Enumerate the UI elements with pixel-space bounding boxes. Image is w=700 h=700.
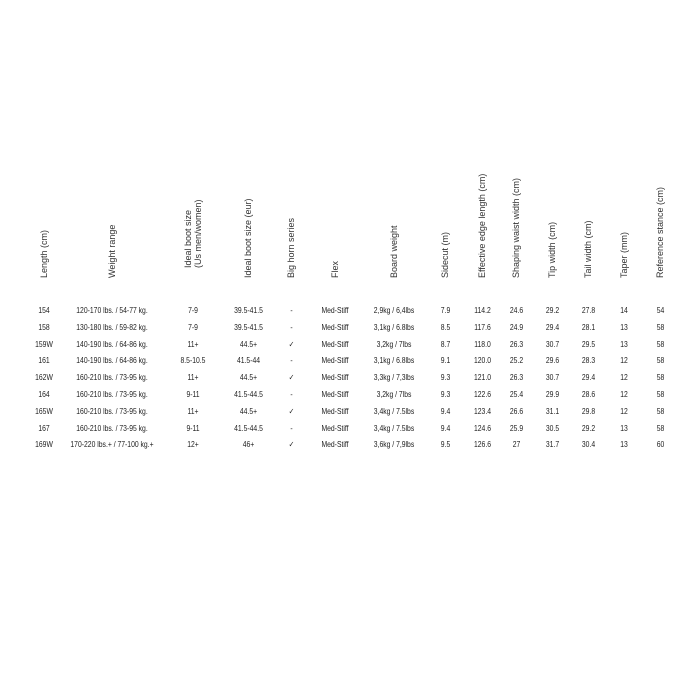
header-label: Taper (mm) — [619, 231, 629, 278]
tail-width-cell: 28.6 — [581, 389, 595, 399]
boot-size-us-cell: 11+ — [187, 373, 199, 383]
boot-size-us-cell: 9-11 — [186, 423, 200, 433]
boot-size-eur-cell: 44.5+ — [239, 373, 257, 383]
tail-width-cell: 27.8 — [581, 306, 595, 315]
flex-cell: Med-Stiff — [321, 356, 349, 366]
tail-width-cell: 29.4 — [581, 373, 595, 383]
table-body — [30, 303, 670, 454]
waist-width-cell: 25.4 — [509, 389, 523, 399]
effective-edge-cell: 118.0 — [473, 339, 491, 349]
waist-width-cell: 26.3 — [509, 339, 523, 349]
big-horn-cell: - — [289, 322, 293, 332]
weight-range-cell: 160-210 lbs. / 73-95 kg. — [76, 389, 148, 399]
big-horn-cell: - — [289, 356, 293, 366]
big-horn-cell: ✓ — [288, 440, 294, 450]
tip-width-cell: 29.6 — [545, 356, 559, 366]
boot-size-us-cell: 12+ — [187, 440, 199, 450]
header-label: Board weight — [389, 225, 399, 278]
header-label: Tip width (cm) — [547, 221, 557, 278]
reference-stance-cell: 58 — [656, 322, 664, 332]
tip-width-cell: 29.2 — [545, 306, 559, 315]
boot-size-eur-cell: 46+ — [242, 440, 254, 450]
flex-cell: Med-Stiff — [321, 373, 349, 383]
waist-width-cell: 25.2 — [509, 356, 523, 366]
taper-cell: 14 — [620, 306, 628, 315]
big-horn-cell: - — [289, 306, 293, 315]
taper-cell: 13 — [620, 322, 628, 332]
sidecut-cell: 9.3 — [440, 373, 450, 383]
header-label: Reference stance (cm) — [655, 186, 665, 278]
sidecut-cell: 9.3 — [440, 389, 450, 399]
flex-cell: Med-Stiff — [321, 440, 349, 450]
taper-cell: 12 — [620, 389, 628, 399]
header-label: Length (cm) — [39, 229, 49, 278]
tip-width-cell: 30.5 — [545, 423, 559, 433]
tip-width-cell: 30.7 — [545, 339, 559, 349]
tip-width-cell: 31.1 — [545, 406, 559, 416]
effective-edge-cell: 121.0 — [473, 373, 491, 383]
weight-range-header — [98, 160, 126, 288]
weight-range-cell: 160-210 lbs. / 73-95 kg. — [76, 373, 148, 383]
weight-range-cell: 160-210 lbs. / 73-95 kg. — [76, 423, 148, 433]
table-row — [30, 421, 670, 438]
waist-width-cell: 25.9 — [509, 423, 523, 433]
table-row — [30, 320, 670, 337]
tip-width-cell: 30.7 — [545, 373, 559, 383]
effective-edge-cell: 126.6 — [473, 440, 491, 450]
effective-edge-cell: 124.6 — [473, 423, 491, 433]
weight-range-cell: 160-210 lbs. / 73-95 kg. — [76, 406, 148, 416]
reference-stance-cell: 58 — [656, 356, 664, 366]
header-row — [30, 160, 670, 288]
table-row — [30, 353, 670, 370]
table-row — [30, 437, 670, 454]
sidecut-cell: 9.4 — [440, 406, 450, 416]
sidecut-cell: 8.5 — [440, 322, 450, 332]
table-row — [30, 337, 670, 354]
effective-edge-cell: 120.0 — [473, 356, 491, 366]
boot-size-eur-cell: 39.5-41.5 — [233, 322, 263, 332]
boot-size-eur-cell: 41.5-44.5 — [233, 423, 263, 433]
effective-edge-header — [468, 160, 496, 288]
table-row — [30, 387, 670, 404]
flex-cell: Med-Stiff — [321, 339, 349, 349]
header-label: Big horn series — [286, 217, 296, 278]
taper-cell: 12 — [620, 406, 628, 416]
board-weight-cell: 3,1kg / 6.8lbs — [373, 322, 415, 332]
length-header — [30, 160, 58, 288]
flex-cell: Med-Stiff — [321, 406, 349, 416]
boot-size-eur-header — [234, 160, 262, 288]
sidecut-cell: 9.4 — [440, 423, 450, 433]
header-label: Shaping waist width (cm) — [511, 177, 521, 278]
big-horn-series-header — [277, 160, 305, 288]
waist-width-header — [502, 160, 530, 288]
weight-range-cell: 130-180 lbs. / 59-82 kg. — [76, 322, 148, 332]
boot-size-us-header — [179, 160, 207, 288]
sidecut-cell: 7.9 — [440, 306, 450, 315]
boot-size-eur-cell: 39.5-41.5 — [233, 306, 263, 315]
waist-width-cell: 27 — [512, 440, 520, 450]
reference-stance-cell: 58 — [656, 389, 664, 399]
reference-stance-cell: 60 — [656, 440, 664, 450]
board-weight-cell: 3,2kg / 7lbs — [376, 389, 412, 399]
big-horn-cell: ✓ — [288, 373, 294, 383]
big-horn-cell: - — [289, 389, 293, 399]
board-weight-cell: 3,6kg / 7,9lbs — [373, 440, 415, 450]
reference-stance-cell: 58 — [656, 423, 664, 433]
waist-width-cell: 24.6 — [509, 306, 523, 315]
board-weight-header — [380, 160, 408, 288]
boot-size-us-cell: 8.5-10.5 — [180, 356, 206, 366]
header-label: Effective edge length (cm) — [477, 173, 487, 278]
flex-cell: Med-Stiff — [321, 389, 349, 399]
sidecut-cell: 8.7 — [440, 339, 450, 349]
header-label: Ideal boot size (eur) — [243, 198, 253, 278]
length-cell: 169W — [35, 440, 53, 450]
length-cell: 164 — [38, 389, 50, 399]
boot-size-us-cell: 9-11 — [186, 389, 200, 399]
taper-cell: 13 — [620, 339, 628, 349]
tip-width-header — [538, 160, 566, 288]
sidecut-cell: 9.5 — [440, 440, 450, 450]
weight-range-cell: 140-190 lbs. / 64-86 kg. — [76, 339, 148, 349]
header-label: Flex — [330, 260, 340, 278]
tip-width-cell: 31.7 — [545, 440, 559, 450]
tip-width-cell: 29.9 — [545, 389, 559, 399]
header-label: Ideal boot size (Us men/women) — [183, 199, 203, 268]
reference-stance-cell: 58 — [656, 406, 664, 416]
tip-width-cell: 29.4 — [545, 322, 559, 332]
table-row — [30, 370, 670, 387]
taper-cell: 13 — [620, 440, 628, 450]
waist-width-cell: 24.9 — [509, 322, 523, 332]
header-label: Sidecut (m) — [440, 231, 450, 278]
tail-width-cell: 28.3 — [581, 356, 595, 366]
boot-size-us-cell: 11+ — [187, 406, 199, 416]
flex-cell: Med-Stiff — [321, 423, 349, 433]
spec-table — [30, 160, 670, 450]
board-weight-cell: 3,4kg / 7.5lbs — [373, 406, 415, 416]
tail-width-cell: 29.8 — [581, 406, 595, 416]
big-horn-cell: ✓ — [288, 406, 294, 416]
length-cell: 162W — [35, 373, 53, 383]
board-weight-cell: 3,1kg / 6.8lbs — [373, 356, 415, 366]
waist-width-cell: 26.3 — [509, 373, 523, 383]
effective-edge-cell: 123.4 — [473, 406, 491, 416]
table-row — [30, 303, 670, 320]
taper-cell: 12 — [620, 356, 628, 366]
flex-cell: Med-Stiff — [321, 322, 349, 332]
effective-edge-cell: 117.6 — [473, 322, 491, 332]
weight-range-cell: 140-190 lbs. / 64-86 kg. — [76, 356, 148, 366]
board-weight-cell: 3,3kg / 7,3lbs — [373, 373, 415, 383]
header-label: Weight range — [107, 224, 117, 278]
tail-width-cell: 29.5 — [581, 339, 595, 349]
header-label: Tail width (cm) — [583, 220, 593, 278]
length-cell: 159W — [35, 339, 53, 349]
boot-size-us-cell: 7-9 — [188, 306, 198, 315]
length-cell: 154 — [38, 306, 50, 315]
board-weight-cell: 3,2kg / 7lbs — [376, 339, 412, 349]
length-cell: 161 — [38, 356, 50, 366]
big-horn-cell: - — [289, 423, 293, 433]
length-cell: 165W — [35, 406, 53, 416]
boot-size-eur-cell: 41.5-44.5 — [233, 389, 263, 399]
waist-width-cell: 26.6 — [509, 406, 523, 416]
big-horn-cell: ✓ — [288, 339, 294, 349]
boot-size-us-cell: 11+ — [187, 339, 199, 349]
board-weight-cell: 3,4kg / 7.5lbs — [373, 423, 415, 433]
tail-width-cell: 29.2 — [581, 423, 595, 433]
boot-size-us-cell: 7-9 — [188, 322, 198, 332]
reference-stance-cell: 58 — [656, 373, 664, 383]
boot-size-eur-cell: 44.5+ — [239, 406, 257, 416]
taper-header — [610, 160, 638, 288]
effective-edge-cell: 114.2 — [473, 306, 491, 315]
board-weight-cell: 2,9kg / 6,4lbs — [373, 306, 415, 315]
flex-header — [321, 160, 349, 288]
sidecut-header — [431, 160, 459, 288]
reference-stance-cell: 54 — [656, 306, 664, 315]
reference-stance-cell: 58 — [656, 339, 664, 349]
tail-width-cell: 28.1 — [581, 322, 595, 332]
reference-stance-header — [646, 160, 674, 288]
table-row — [30, 404, 670, 421]
length-cell: 167 — [38, 423, 50, 433]
weight-range-cell: 170-220 lbs.+ / 77-100 kg.+ — [70, 440, 154, 450]
boot-size-eur-cell: 41.5-44 — [236, 356, 260, 366]
weight-range-cell: 120-170 lbs. / 54-77 kg. — [76, 306, 148, 315]
length-cell: 158 — [38, 322, 50, 332]
tail-width-cell: 30.4 — [581, 440, 595, 450]
flex-cell: Med-Stiff — [321, 306, 349, 315]
sidecut-cell: 9.1 — [440, 356, 450, 366]
tail-width-header — [574, 160, 602, 288]
taper-cell: 12 — [620, 373, 628, 383]
boot-size-eur-cell: 44.5+ — [239, 339, 257, 349]
effective-edge-cell: 122.6 — [473, 389, 491, 399]
taper-cell: 13 — [620, 423, 628, 433]
